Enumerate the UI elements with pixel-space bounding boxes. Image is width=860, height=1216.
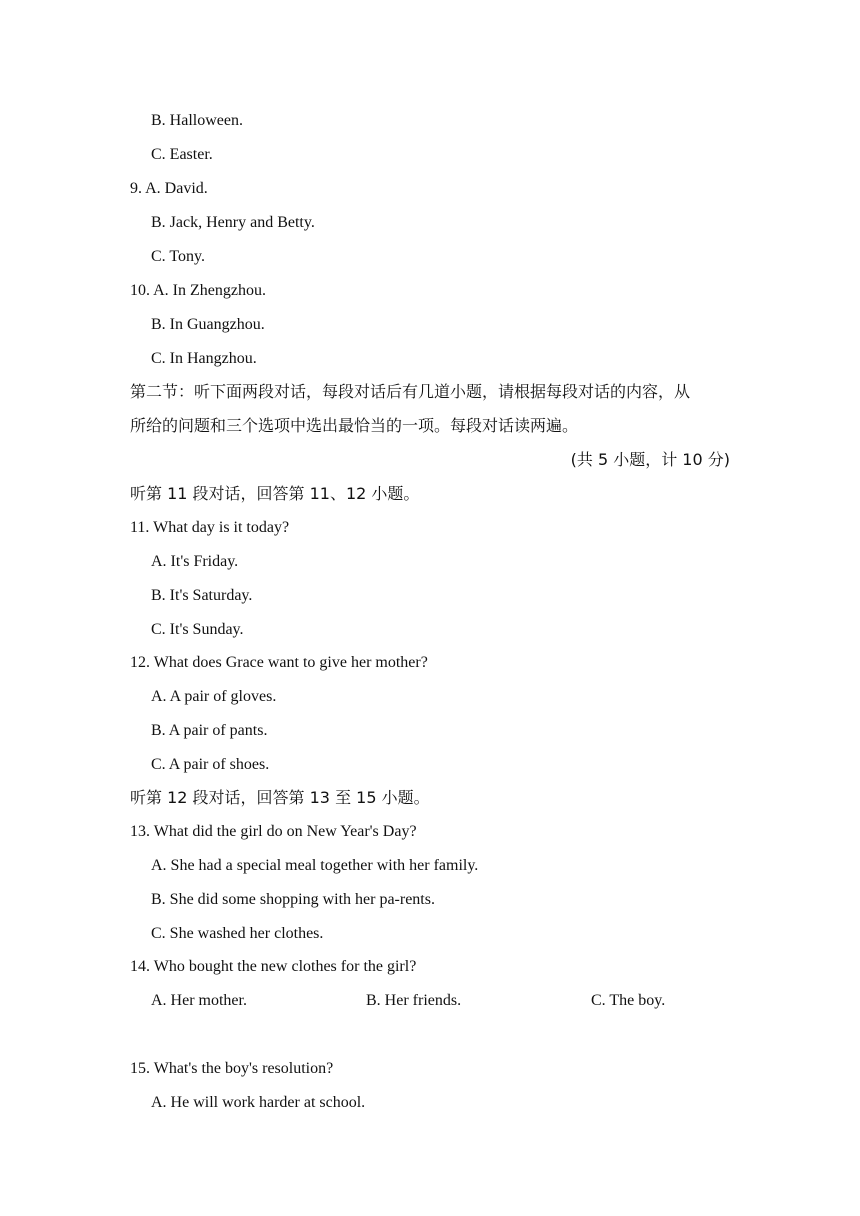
q11-option-c: C. It's Sunday.: [151, 621, 244, 638]
q15-question: 15. What's the boy's resolution?: [130, 1060, 334, 1077]
q11-question: 11. What day is it today?: [130, 519, 290, 536]
q11-option-a: A. It's Friday.: [151, 553, 239, 570]
q12-option-c: C. A pair of shoes.: [151, 756, 270, 773]
q14-question: 14. Who bought the new clothes for the girl?: [130, 958, 417, 975]
dialog11-heading: 听第 11 段对话，回答第 11、12 小题。: [130, 484, 420, 503]
q9-option-b: B. Jack, Henry and Betty.: [151, 214, 315, 231]
q8-option-b: B. Halloween.: [151, 112, 243, 129]
q11-option-b: B. It's Saturday.: [151, 587, 253, 604]
q12-question: 12. What does Grace want to give her mother?: [130, 654, 428, 671]
q10-option-c: C. In Hangzhou.: [151, 350, 257, 367]
q13-option-a: A. She had a special meal together with her family.: [151, 857, 479, 874]
section2-score: (共 5 小题，计 10 分): [570, 450, 730, 469]
section2-instruction-line1: 第二节：听下面两段对话，每段对话后有几道小题，请根据每段对话的内容，从: [130, 382, 691, 401]
q8-option-c: C. Easter.: [151, 146, 213, 163]
q9-option-c: C. Tony.: [151, 248, 205, 265]
dialog12-heading: 听第 12 段对话，回答第 13 至 15 小题。: [130, 788, 430, 807]
q10-option-b: B. In Guangzhou.: [151, 316, 265, 333]
q14-option-b: B. Her friends.: [366, 992, 462, 1009]
q14-option-c: C. The boy.: [591, 992, 666, 1009]
q13-option-b: B. She did some shopping with her pa-rents.: [151, 891, 435, 908]
section2-instruction-line2: 所给的问题和三个选项中选出最恰当的一项。每段对话读两遍。: [130, 416, 579, 435]
q12-option-a: A. A pair of gloves.: [151, 688, 277, 705]
q14-option-a: A. Her mother.: [151, 992, 247, 1009]
q9-option-a: 9. A. David.: [130, 180, 208, 197]
q13-option-c: C. She washed her clothes.: [151, 925, 324, 942]
q12-option-b: B. A pair of pants.: [151, 722, 268, 739]
q15-option-a: A. He will work harder at school.: [151, 1094, 366, 1111]
q10-option-a: 10. A. In Zhengzhou.: [130, 282, 266, 299]
q13-question: 13. What did the girl do on New Year's Day?: [130, 823, 417, 840]
